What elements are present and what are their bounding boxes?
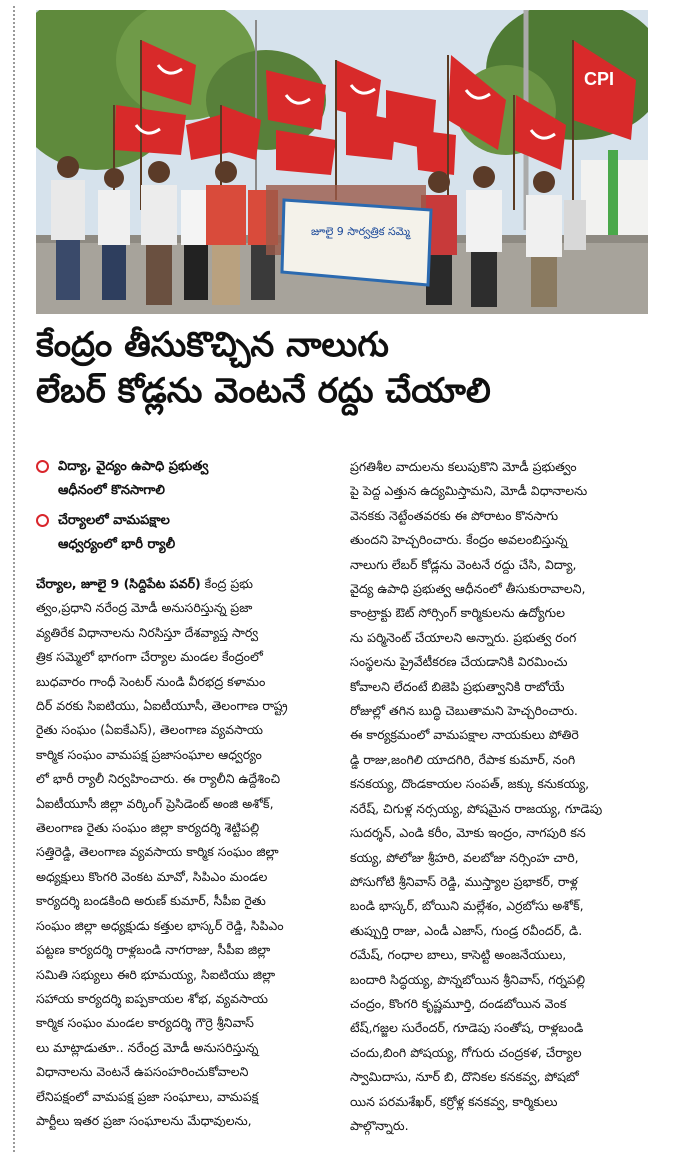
banner-text: జూలై 9 సార్వత్రిక సమ్మె	[311, 225, 410, 238]
highlights	[36, 455, 336, 563]
flag-label: CPI	[584, 69, 615, 89]
article-line: బుధవారం గాంధీ సెంటర్ నుండి వీరభద్ర కళామం	[36, 673, 266, 689]
article-line: అధ్యక్షులు కొంగరి వెంకట మావో, సిపిఎం మండల	[36, 868, 268, 884]
article-line: సత్తిరెడ్డి, తెలంగాణ వ్యవసాయ కార్మిక సంఘం జిల్లా	[36, 844, 279, 860]
article-line: స్వామిదాసు, నూర్ బి, దొనికల కనకవ్వ, పోషబో	[350, 1069, 579, 1085]
article-line: వైద్య ఉపాధి ప్రభుత్వ ఆధీనంలో తీసుకురావాలని,	[350, 581, 586, 597]
article-line: రమేష్, గంధాల బాలు, కాసెట్టి అంజనేయులు,	[350, 947, 567, 963]
headline-line-2: లేబర్ కోడ్లను వెంటనే రద్దు చేయాలి	[36, 371, 491, 411]
article-line: పార్టీలు ఇతర ప్రజా సంఘాలను మేధావులను,	[36, 1112, 252, 1128]
highlight-item	[36, 509, 336, 557]
article-line: వెనకకు నెట్టేంతవరకు ఈ పోరాటం కొనసాగు	[350, 507, 559, 523]
article-line: కోవాలని లేదంటే బిజెపి ప్రభుత్వానికి రాబోయే	[350, 678, 565, 694]
article-line: ను పర్మినెంట్ చేయాలని అన్నారు. ప్రభుత్వ రంగ	[350, 629, 577, 645]
highlight-line: విద్యా, వైద్యం ఉపాధి ప్రభుత్వ	[58, 459, 209, 474]
article-line: కయ్య, పోలోజు శ్రీహరి, వలబోజు నర్సింహ చారి,	[350, 849, 579, 865]
article-line: నాలుగు లేబర్ కోడ్లను వెంటనే రద్దు చేసి, విద్యా,	[350, 556, 577, 572]
article-line: కార్మిక సంఘం వామపక్ష ప్రజాసంఘాల ఆధ్వర్యం	[36, 746, 262, 762]
article-line: త్వం,ప్రధాని నరేంద్ర మోడీ అనుసరిస్తున్న ప్రజా	[36, 600, 253, 616]
article-line: సంఘం జిల్లా అధ్యక్షుడు కత్తుల భాస్కర్ రెడ్డి, సిపిఎం	[36, 917, 284, 933]
article-line: సుదర్శన్, ఎండి కరీం, మోకు ఇంద్రం, నాగపురి కన	[350, 825, 586, 841]
article-line: లు మాట్లాడుతూ.. నరేంద్ర మోడీ అనుసరిస్తున్న	[36, 1039, 259, 1055]
article-line: కార్యదర్శి బండకింది అరుణ్ కుమార్, సీపీఐ రైతు	[36, 893, 266, 909]
highlight-line: ఆధీనంలో కొనసాగాలి	[58, 483, 165, 498]
article-line: లో భారీ ర్యాలీ నిర్వహించారు. ఈ ర్యాలీని ఉద్దేశించి	[36, 771, 281, 787]
highlight-line: చేర్యాలలో వామపక్షాల	[58, 513, 170, 528]
dateline: చేర్యాల, జూలై 9 (సిద్దిపేట పవర్)	[36, 576, 201, 591]
article-line: దిర్ వరకు సిఐటియు, ఏఐటీయూసీ, తెలంగాణ రాష్ట్ర	[36, 698, 288, 714]
article-line: ఈ కార్యక్రమంలో వామపక్షాల నాయకులు పోతిరె	[350, 727, 579, 743]
highlight-item	[36, 455, 336, 503]
article-line: డ్డి రాజు,జంగిలి యాదగిరి, రేపాక కుమార్, నంగి	[350, 751, 576, 767]
article-line: చందు,బింగి పోషయ్య, గోగురు చంద్రకళ, చేర్యాల	[350, 1044, 582, 1060]
article-line: కార్మిక సంఘం మండల కార్యదర్శి గౌర్రె శ్రీనివాస్	[36, 1015, 254, 1031]
article-line: తుప్పుర్తి రాజు, ఎండీ ఎజాస్, గుండ్ర రవీందర్, డి.	[350, 922, 583, 938]
article-line: పాల్గొన్నారు.	[350, 1117, 409, 1133]
article-line	[36, 572, 336, 596]
article-line: ఏఐటీయూసీ జిల్లా వర్కింగ్ ప్రెసిడెంట్ అంజి అశోక్,	[36, 795, 274, 811]
article-line: బందారి సిద్ధయ్య, పొన్నబోయిన శ్రీనివాస్, గర్నపల్లి	[350, 971, 586, 987]
article-line: సంస్థలను ప్రైవేటీకరణ చేయడానికి విరమించు	[350, 654, 568, 670]
article-line: పై పెద్ద ఎత్తున ఉద్యమిస్తామని, మోడీ విధానాలను	[350, 483, 588, 499]
article-column-2	[350, 455, 648, 1138]
article-line: బండి భాస్కర్, బోయిని మల్లేశం, ఎర్రబోసు అశోక్,	[350, 898, 584, 914]
article-text: కేంద్ర ప్రభు	[200, 576, 253, 591]
bullet-circle-icon	[36, 514, 49, 527]
article-line: కాంట్రాక్టు ఔట్ సోర్సింగ్ కార్మికులను ఉద్యోగుల	[350, 605, 565, 621]
article-line: నరేష్, చిగుళ్ల నర్సయ్య, పోషమైన రాజయ్య, గూడెపు	[350, 800, 603, 816]
article-line: సహాయ కార్యదర్శి ఐప్పకాయల శోభ, వ్యవసాయ	[36, 990, 268, 1006]
article-line: టేష్,గజ్జల సురేందర్, గూడెపు సంతోష, రాళ్లబండి	[350, 1020, 584, 1036]
article-line: సమితి సభ్యులు ఈరి భూమయ్య, సిఐటియు జిల్లా	[36, 966, 276, 982]
headline	[36, 322, 648, 414]
highlight-line: ఆధ్వర్యంలో భారీ ర్యాలీ	[58, 537, 176, 552]
article-line: కనకయ్య, దొండకాయల సంపత్, జక్కు కనుకయ్య,	[350, 776, 590, 792]
article-line: యిన పరమశేఖర్, కర్రోళ్ల కనకవ్వ, కార్మికులు	[350, 1093, 558, 1109]
article-line: రైతు సంఘం (ఏఐకేఎస్), తెలంగాణ వ్యవసాయ	[36, 722, 264, 738]
rally-photo	[36, 10, 648, 314]
article-column-1	[36, 572, 336, 1133]
article-line: రోజుల్లో తగిన బుద్ధి చెబుతామని హెచ్చరించారు.	[350, 703, 578, 719]
article-line: వ్యతిరేక విధానాలను నిరసిస్తూ దేశవ్యాప్త సార్వ	[36, 624, 259, 640]
article-line: విధానాలను వెంటనే ఉపసంహరించుకోవాలని	[36, 1064, 249, 1080]
headline-line-1: కేంద్రం తీసుకొచ్చిన నాలుగు	[36, 325, 389, 365]
column-divider-dotted	[13, 6, 15, 1152]
article-line: లేనిపక్షంలో వామపక్ష ప్రజా సంఘాలు, వామపక్ష	[36, 1088, 259, 1104]
article-line: ప్రగతిశీల వాదులను కలుపుకొని మోడీ ప్రభుత్వం	[350, 459, 577, 474]
article-line: తుందని హెచ్చరించారు. కేంద్రం అవలంబిస్తున్న	[350, 532, 568, 548]
article-line: త్రిక సమ్మెలో భాగంగా చేర్యాల మండల కేంద్రంలో	[36, 649, 263, 665]
article-line: చంద్రం, కొంగరి కృష్ణమూర్తి, దండబోయిన వెంక	[350, 995, 567, 1011]
article-line: పోసుగోటి శ్రీనివాస్ రెడ్డి, ముస్త్యాల ప్రభాకర్, రాళ్ల	[350, 873, 578, 889]
article-line: తెలంగాణ రైతు సంఘం జిల్లా కార్యదర్శి శెట్టిపల్లి	[36, 820, 260, 836]
article-line: పట్టణ కార్యదర్శి రాళ్లబండి నాగరాజు, సీపీఐ జిల్లా	[36, 942, 271, 958]
bullet-circle-icon	[36, 460, 49, 473]
